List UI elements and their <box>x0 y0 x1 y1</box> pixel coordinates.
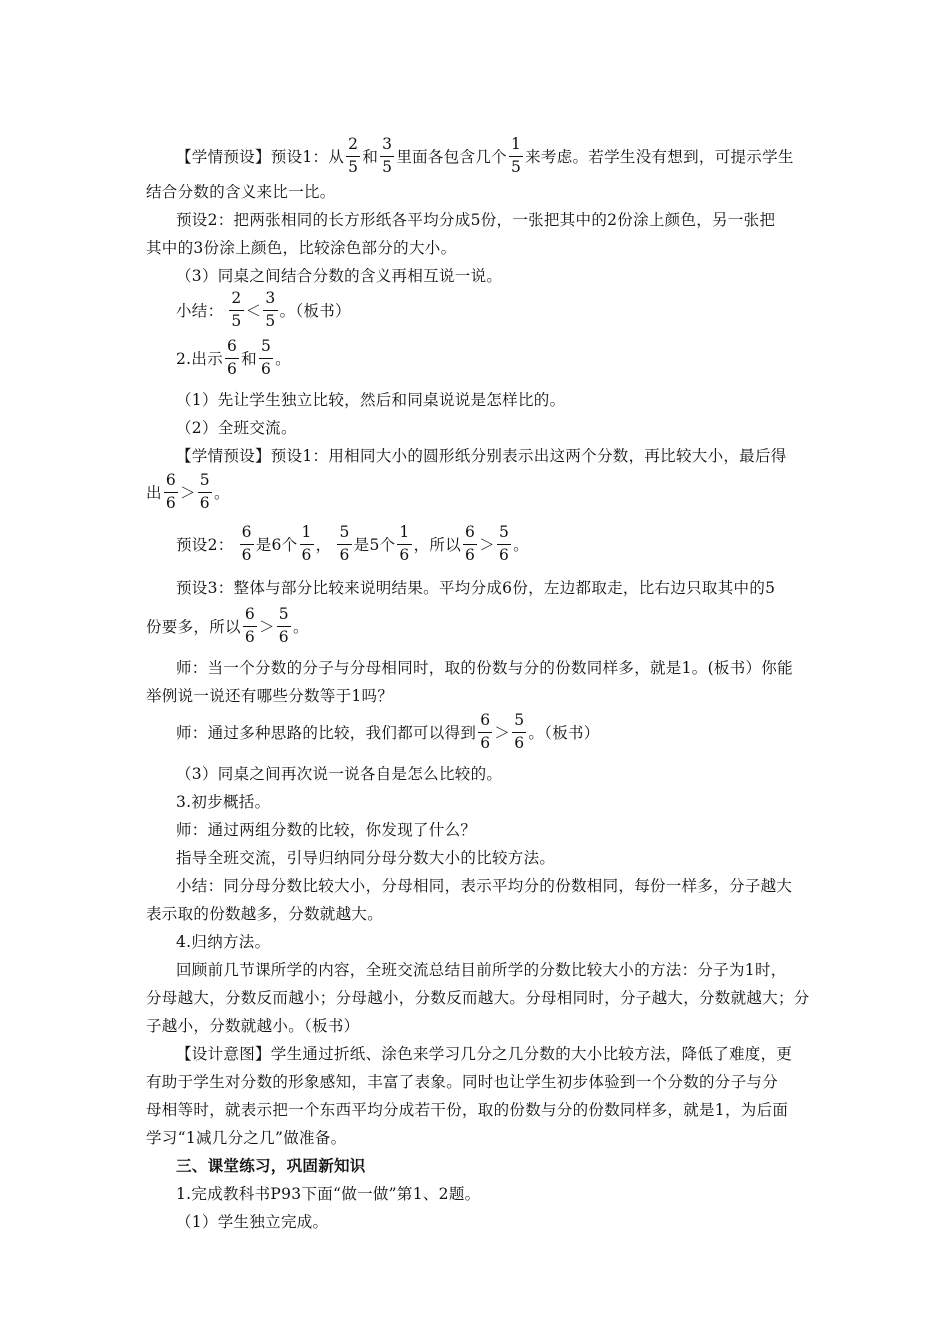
fraction <box>512 713 526 751</box>
numerator: 6 <box>165 471 176 489</box>
numerator: 6 <box>227 337 238 355</box>
comparison-sign: ＜ <box>245 302 262 320</box>
text-run: 师：通过多种思路的比较，我们都可以得到 <box>176 724 477 742</box>
paragraph-line: 1.完成教科书P93下面“做一做”第1、2题。 <box>176 1185 481 1203</box>
paragraph-line <box>0 336 950 380</box>
paragraph-line: 【学情预设】预设1：用相同大小的圆形纸分别表示出这两个分数，再比较大小，最后得 <box>176 447 787 465</box>
paragraph-line <box>0 604 950 648</box>
text-run: 来考虑。若学生没有想到，可提示学生 <box>525 148 794 166</box>
numerator: 6 <box>465 523 476 541</box>
text-run: 预设2： <box>176 536 234 554</box>
numerator: 5 <box>339 523 350 541</box>
paragraph-line <box>0 710 950 754</box>
denominator: 5 <box>231 311 242 330</box>
fraction <box>380 137 394 175</box>
paragraph-line: 母相等时，就表示把一个东西平均分成若干份，取的份数与分的份数同样多，就是1，为后面 <box>146 1101 789 1119</box>
text-run: 份要多，所以 <box>146 618 241 636</box>
paragraph-line: 举例说一说还有哪些分数等于1吗？ <box>146 687 394 705</box>
fraction <box>397 525 411 563</box>
paragraph-line: 表示取的份数越多，分数就越大。 <box>146 905 384 923</box>
fraction <box>509 137 523 175</box>
denominator: 6 <box>260 359 272 378</box>
fraction <box>277 607 291 645</box>
fraction <box>463 525 477 563</box>
denominator: 6 <box>399 545 410 564</box>
text-run: ，所以 <box>413 536 461 554</box>
denominator: 6 <box>465 545 476 564</box>
denominator: 6 <box>199 493 210 512</box>
numerator: 5 <box>514 711 525 729</box>
denominator: 6 <box>227 359 238 378</box>
fraction <box>478 713 492 751</box>
paragraph-line: 师：当一个分数的分子与分母相同时，取的份数与分的份数同样多，就是1。(板书）你能 <box>176 659 793 677</box>
numerator: 1 <box>301 523 312 541</box>
denominator: 5 <box>510 157 522 176</box>
paragraph-line: 4.归纳方法。 <box>176 933 271 951</box>
numerator: 5 <box>278 605 289 623</box>
numerator: 6 <box>244 605 255 623</box>
denominator: 6 <box>241 545 252 564</box>
paragraph-line: 其中的3份涂上颜色，比较涂色部分的大小。 <box>146 239 457 257</box>
paragraph-line: （1）学生独立完成。 <box>176 1213 329 1231</box>
fraction <box>198 473 212 511</box>
numerator: 6 <box>241 523 252 541</box>
denominator: 5 <box>348 157 359 176</box>
denominator: 6 <box>278 627 289 646</box>
comparison-sign: ＞ <box>179 484 196 502</box>
text-run: 里面各包含几个 <box>396 148 507 166</box>
numerator: 2 <box>231 289 242 307</box>
paragraph-line <box>0 522 950 566</box>
numerator: 6 <box>480 711 491 729</box>
fraction <box>337 525 351 563</box>
fraction <box>300 525 314 563</box>
comparison-sign: ＞ <box>479 536 495 554</box>
paragraph-line: （1）先让学生独立比较，然后和同桌说说是怎样比的。 <box>176 391 566 409</box>
paragraph-line: 师：通过两组分数的比较，你发现了什么？ <box>176 821 477 839</box>
text-run: 是5个 <box>353 536 396 554</box>
comparison-sign: ＞ <box>258 618 275 636</box>
numerator: 3 <box>265 289 276 307</box>
section-heading: 三、课堂练习，巩固新知识 <box>176 1156 366 1175</box>
text-run: 和 <box>241 350 257 368</box>
denominator: 5 <box>382 157 393 176</box>
text-run: 小结： <box>176 302 224 320</box>
paragraph-line: 学习“1减几分之几”做准备。 <box>146 1129 347 1147</box>
paragraph-line: 回顾前几节课所学的内容，全班交流总结目前所学的分数比较大小的方法：分子为1时， <box>176 961 787 979</box>
fraction <box>259 339 273 377</box>
numerator: 1 <box>399 523 410 541</box>
denominator: 6 <box>514 733 525 752</box>
numerator: 1 <box>510 135 522 153</box>
paragraph-line: 小结：同分母分数比较大小，分母相同，表示平均分的份数相同，每份一样多，分子越大 <box>176 877 793 895</box>
text-run: 。（板书） <box>528 724 600 742</box>
fraction <box>240 525 254 563</box>
paragraph-line: 有助于学生对分数的形象感知，丰富了表象。同时也让学生初步体验到一个分数的分子与分 <box>146 1073 779 1091</box>
paragraph-line: （3）同桌之间再次说一说各自是怎么比较的。 <box>176 765 503 783</box>
denominator: 6 <box>165 493 176 512</box>
numerator: 2 <box>348 135 359 153</box>
paragraph-line: 预设2：把两张相同的长方形纸各平均分成5份，一张把其中的2份涂上颜色，另一张把 <box>176 211 776 229</box>
fraction <box>229 291 243 329</box>
text-run: 【学情预设】预设1：从 <box>176 148 345 166</box>
fraction <box>225 339 239 377</box>
denominator: 5 <box>265 311 276 330</box>
paragraph-line: （2）全班交流。 <box>176 419 297 437</box>
paragraph-line: 分母越大，分数反而越小；分母越小，分数反而越大。分母相同时，分子越大，分数就越大；分 <box>146 989 810 1007</box>
paragraph-line <box>0 288 950 332</box>
numerator: 5 <box>498 523 510 541</box>
text-run: 2.出示 <box>176 350 223 368</box>
paragraph-line: 子越小，分数就越小。（板书） <box>146 1017 360 1035</box>
numerator: 3 <box>382 135 393 153</box>
fraction <box>497 525 511 563</box>
text-run: 。 <box>275 350 291 368</box>
paragraph-line: （3）同桌之间结合分数的含义再相互说一说。 <box>176 267 503 285</box>
fraction <box>263 291 277 329</box>
fraction <box>164 473 178 511</box>
denominator: 6 <box>244 627 255 646</box>
text-run: 是6个 <box>255 536 298 554</box>
denominator: 6 <box>301 545 312 564</box>
fraction <box>243 607 257 645</box>
numerator: 5 <box>199 471 210 489</box>
text-run: 和 <box>362 148 379 166</box>
paragraph-line: 【设计意图】学生通过折纸、涂色来学习几分之几分数的大小比较方法，降低了难度，更 <box>176 1045 793 1063</box>
paragraph-line <box>0 136 950 176</box>
text-run: 。 <box>213 484 230 502</box>
denominator: 6 <box>339 545 350 564</box>
paragraph-line: 3.初步概括。 <box>176 793 271 811</box>
numerator: 5 <box>260 337 272 355</box>
text-run: 。（板书） <box>279 302 351 320</box>
fraction <box>346 137 360 175</box>
denominator: 6 <box>480 733 491 752</box>
paragraph-line: 结合分数的含义来比一比。 <box>146 183 336 201</box>
paragraph-line: 指导全班交流，引导归纳同分母分数大小的比较方法。 <box>176 849 556 867</box>
comparison-sign: ＞ <box>494 724 511 742</box>
text-run: ， <box>315 536 332 554</box>
text-run: 。 <box>292 618 309 636</box>
text-run: 出 <box>146 484 162 502</box>
denominator: 6 <box>498 545 510 564</box>
text-run: 。 <box>513 536 529 554</box>
paragraph-line <box>0 470 950 514</box>
paragraph-line: 预设3：整体与部分比较来说明结果。平均分成6份，左边都取走，比右边只取其中的5 <box>176 579 776 597</box>
